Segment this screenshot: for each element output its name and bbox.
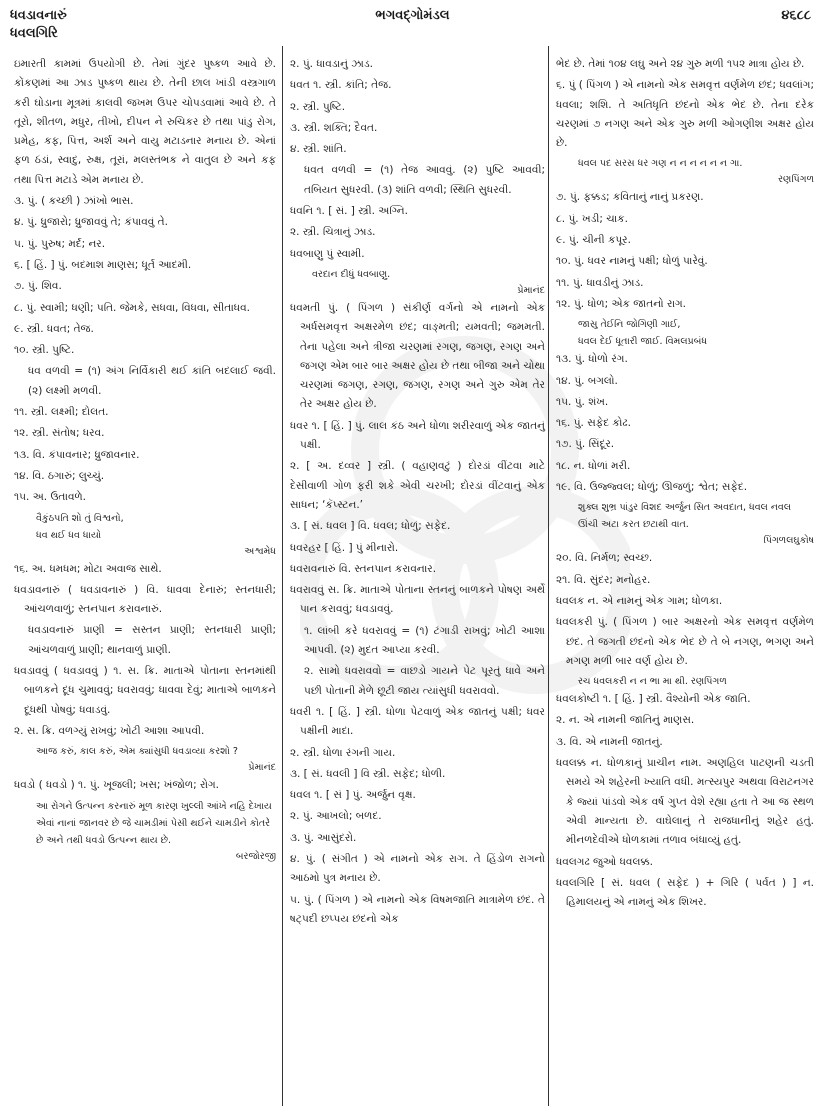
- citation-source: રણપિંગળ: [778, 174, 814, 186]
- entry-text: ૧૫. અ. ઉતાવળે.: [14, 491, 87, 504]
- page-number: ૪૬૮૮: [781, 8, 811, 23]
- entry-text: ૧૧. સ્ત્રી. લક્ષ્મી; દોલત.: [14, 406, 109, 419]
- entry-text: ધવબાણુ પું સ્વામી.: [290, 247, 365, 260]
- entry-text: ધવલકરી પું. ( પિંગળ ) બાર અક્ષરનો એક સમવૃત્ત વર્ણમેળ છંદ. તે જગતી છંદનો એક ભેદ છે તે બે નગણ, ભગણ અને મગણ મળી બાર વર્ણ હોય છે.: [556, 616, 814, 667]
- entry-text: ૨. સામો ધવરાવવો = વાછડો ગાયને પેટ પૂરતું ધાવે અને પછી પોતાની મેળે છૂટી જાય ત્યાંસુધી ધવરાવવો.: [304, 665, 545, 697]
- entry-text: ધવલ ૧. [ સં ] પું. અર્જુન વૃક્ષ.: [290, 789, 416, 802]
- citation-source: પ્રેમાનંદ: [248, 762, 276, 774]
- entry-text: ૯. સ્ત્રી. ધવત; તેજ.: [14, 322, 94, 335]
- column-divider: [548, 46, 549, 1106]
- quotation: વરદાન દીધું ધવબાણુ.: [312, 268, 391, 280]
- entry-text: ધવત ૧. સ્ત્રી. કાંતિ; તેજ.: [290, 79, 392, 92]
- citation-source: અશ્વમેધ: [244, 545, 276, 557]
- citation-source: પ્રેમાનંદ: [517, 284, 545, 296]
- entry-text: ૧૩. વિ. કંપાવનાર; ધ્રુજાવનાર.: [14, 448, 140, 461]
- entry-text: ૩. પું. આસુંદરો.: [290, 831, 357, 844]
- entry-text: ૨. [ અ. દવ્વર ] સ્ત્રી. ( વહાણવટું ) દોરડાં વીંટવા માટે દેસીવાળી ગોળ ફરી શકે એવી ચરખી; દોરડાં વીંટવાનું એક સાધન; ‘કૅપ્સ્ટન.’: [290, 460, 545, 511]
- entry-text: ૧૯. વિ. ઉજ્જ્વલ; ધોળું; ઊજળું; શ્વેત; સફેદ.: [556, 481, 748, 494]
- entry-text: ૧૦. પું. ધવર નામનું પક્ષી; ધોળું પારેવું.: [556, 255, 708, 268]
- entry-text: ધવરી ૧. [ હિં. ] સ્ત્રી. ધોળા પેટવાળું એક જાતનું પક્ષી; ધવર પક્ષીની માદા.: [290, 705, 545, 738]
- entry-text: ધવલક ન. એ નામનું એક ગામ; ધોળકા.: [556, 594, 723, 607]
- entry-text: ૧૨. સ્ત્રી. સંતોષ; ધરવ.: [14, 427, 105, 440]
- entry-text: ધવલગિરિ [ સં. ધવલ ( સફેદ ) + ગિરિ ( પર્વત ) ] ન. હિમાલયનું એ નામનું એક શિખર.: [556, 876, 814, 909]
- quotation: આજ કરું, કાલ કરું, એમ ક્યાંસુધી ધવડાવ્યા કરશો ?: [36, 746, 238, 758]
- entry-text: ધવરહર [ હિં. ] પું મીનારો.: [290, 541, 399, 554]
- quotation: શુક્લ શુભ્ર પાંડુર વિશદ અર્જુન સિત અવદાત, ધવલ નવલ ઊંચી અટા કરત છટાથી વાત.: [578, 502, 791, 531]
- entry-text: ૧૭. પું. સિંદૂર.: [556, 438, 615, 451]
- quotation: આ રોગને ઉત્પન્ન કરનારું મૂળ કારણ ખુલ્લી આંખે નહિ દેખાય એવાં નાનાં જાનવર છે જે ચામડીમાં પેસી થઈને ચામડીને કોતરે છે અને તથી ધવડો ઉત્પન્ન થાય છે.: [36, 800, 272, 846]
- entry-text: ૨૧. વિ. સુંદર; મનોહર.: [556, 573, 651, 586]
- entry-text: ૫. પું. પુરુષ; મર્દ; નર.: [14, 237, 106, 250]
- entry-text: ધવત વળવી = (૧) તેજ આવવું. (૨) પુષ્ટિ આવવી; તબિયત સુધરવી. (૩) શાંતિ વળવી; સ્થિતિ સુધરવી.: [304, 164, 545, 196]
- quotation: વૈકુંઠપતિ શો તું વિશ્વનો,: [36, 512, 124, 524]
- entry-text: ધવલગઢ જુઓ ધવલક્ક.: [556, 855, 653, 868]
- entry-text: ૧. લાંબી કરે ધવરાવવું = (૧) ટંગાડી રાખવું; ખોટી આશા આપવી. (૨) મુદત આપ્યા કરવી.: [304, 624, 545, 657]
- citation-source: બરજોરજી: [235, 850, 276, 862]
- quotation: ધવલ પદ સરસ ધર ગણ ન ન ન ન ન ન ગા.: [578, 158, 743, 170]
- quotation: જાસુ તેઈનિ જોગિણી ગાઈ,: [578, 319, 681, 331]
- entry-text: ધવડો ( ધવડો ) ૧. પું. ખૂજલી; ખસ; ખંજોળ; રોગ.: [14, 779, 220, 792]
- entry-text: ધવરાવવું સ. ક્રિ. માતાએ પોતાના સ્તનનું બાળકને પોષણ અર્થે પાન કરાવવું; ધવડાવવું.: [290, 584, 545, 616]
- entry-text: ૨. સ. ક્રિ. વળગ્યું રાખવું; ખોટી આશા આપવી.: [14, 724, 205, 737]
- entry-text: ૧૨. પું. ધોળ; એક જાતનો રાગ.: [556, 297, 687, 310]
- entry-text: ૪. પું. ધ્રુજારો; ધ્રુજાવવું તે; કંપાવવું તે.: [14, 216, 168, 229]
- entry-text: ૩. [ સં. ધવલી ] વિ સ્ત્રી. સફેદ; ધોળી.: [290, 767, 446, 780]
- entry-text: ૧૬. અ. ધમધમ; મોટા અવાજ સાથે.: [14, 562, 162, 575]
- entry-text: ૪. સ્ત્રી. શાંતિ.: [290, 143, 347, 156]
- entry-text: ૨. ન. એ નામની જાતિનું માણસ.: [556, 714, 695, 727]
- entry-text: ૧૫. પું. શંખ.: [556, 395, 609, 408]
- column-middle: [290, 55, 545, 931]
- entry-text: ધવડાવનારું પ્રાણી = સસ્તન પ્રાણી; સ્તનધારી પ્રાણી; આંચળવાળું પ્રાણી; થાનવાળું પ્રાણી.: [28, 624, 276, 656]
- entry-text: ૧૦. સ્ત્રી. પુષ્ટિ.: [14, 344, 75, 357]
- entry-text: ભેદ છે. તેમાં ૧૦૪ લઘુ અને ૨૪ ગુરુ મળી ૧૫૨ માત્રા હોય છે.: [556, 58, 805, 70]
- column-left: [14, 55, 276, 865]
- entry-text: ૨. પું. ધાવડાનું ઝાડ.: [290, 58, 373, 70]
- entry-text: ધવલકોષ્ટી ૧. [ હિં. ] સ્ત્રી. વૈશ્યોની એક જાતિ.: [556, 693, 751, 706]
- entry-text: ૧૪. વિ. ઠગારું; લુચ્ચું.: [14, 469, 105, 482]
- entry-text: ૨. સ્ત્રી. ધોળા રંગની ગાય.: [290, 746, 396, 759]
- column-divider: [282, 46, 283, 1106]
- last-guide-word: ધવલગિરિ: [10, 26, 58, 41]
- entry-text: ૫. પું. ( પિંગળ ) એ નામનો એક વિષમજાતિ માત્રામેળ છંદ. તે ષટ્પદી છપ્પય છંદનો એક: [290, 893, 545, 925]
- entry-text: ધવનિ ૧. [ સં. ] સ્ત્રી. અગ્નિ.: [290, 205, 408, 218]
- column-right: [556, 55, 814, 914]
- entry-text: ધવડાવનારું ( ધવડાવનારું ) વિ. ધાવવા દેનારું; સ્તનધારી; આંચળવાળું; સ્તનપાન કરાવનારું.: [14, 583, 276, 616]
- entry-text: ઇમારતી કામમાં ઉપયોગી છે. તેમાં ગુંદર પુષ્કળ આવે છે. કોંકણમાં આ ઝાડ પુષ્કળ થાય છે. તેની છાલ ખાંડી વસ્ત્રગાળ કરી ઘોડાના મૂત્રમાં કાલવી જખમ ઉપર ચોપડવામાં આવે છે. તે તૂરો, શીતળ, મધુર, તીખો, દીપન ને રુચિકર છે તથા પાંડુ રોગ, પ્રમેહ, કફ, પિત્ત, અર્શ અને વાયુ મટાડનાર મનાય છે. એનાં ફળ ઠંડાં, સ્વાદુ, રુક્ષ, તૂરાં, મલસ્તંભક ને વાતુલ છે અને કફ તથા પિત્ત મટાડે એમ મનાય છે.: [14, 58, 276, 186]
- entry-text: ૮. પું. ખડી; ચાક.: [556, 212, 628, 225]
- entry-text: ધવમતી પું. ( પિંગળ ) સંકીર્ણ વર્ગનો એ નામનો એક અર્ધસમવૃત્ત અક્ષરમેળ છંદ; વાઙ્મતી; યમવતી; જમમતી. તેના પહેલા અને ત્રીજા ચરણમાં રગણ, જગણ, રગણ અને જગણ એમ બાર બાર અક્ષર હોય છે તથા બીજા અને ચોથા ચરણમાં જગણ, રગણ, જગણ, રગણ અને ગુરુ એમ તેર તેર અક્ષર હોય છે.: [290, 301, 545, 411]
- entry-text: ૧૮. ન. ધોળાં મરી.: [556, 459, 631, 472]
- page-header: [0, 0, 825, 52]
- entry-text: ૩. [ સં. ધવલ ] વિ. ધવલ; ધોળું; સફેદ.: [290, 520, 451, 533]
- entry-text: ૧૬. પું. સફેદ કોઢ.: [556, 417, 631, 430]
- entry-text: ૨. પું. આખલો; બળદ.: [290, 810, 382, 823]
- entry-text: ૭. પું. ફક્કડ; કવિતાનું નાનું પ્રકરણ.: [556, 191, 704, 204]
- entry-text: ૧૩. પું. ધોળો રંગ.: [556, 353, 628, 366]
- entry-text: ૭. પું. શિવ.: [14, 280, 62, 293]
- entry-text: ધવર ૧. [ હિં. ] પું. લાલ કંઠ અને ધોળા શરીરવાળું એક જાતનું પક્ષી.: [290, 419, 545, 452]
- entry-text: ૬. પું ( પિંગળ ) એ નામનો એક સમવૃત્ત વર્ણમેળ છંદ; ધવલાંગ; ધવલા; શશિ. તે અતિધૃતિ છંદનો એક ભેદ છે. તેના દરેક ચરણમાં ૭ નગણ અને એક ગુરુ મળી ઓગણીશ અક્ષર હોય છે.: [556, 79, 814, 150]
- entry-text: ૪. પું. ( સંગીત ) એ નામનો એક રાગ. તે હિંડોળ રાગનો આઠમો પુત્ર મનાય છે.: [290, 852, 545, 885]
- entry-text: ૩. સ્ત્રી. શક્તિ; દૈવત.: [290, 121, 378, 134]
- entry-text: ૨. સ્ત્રી. ચિત્રાનું ઝાડ.: [290, 226, 376, 239]
- quotation: ધવ થઈ ધવ ધાયો: [36, 529, 102, 541]
- entry-text: ૩. વિ. એ નામની જાતનું.: [556, 735, 663, 748]
- entry-text: ૬. [ હિં. ] પું. બદમાશ માણસ; ધૂર્ત આદમી.: [14, 258, 192, 271]
- entry-text: ૯. પું. ચીની કપૂર.: [556, 234, 631, 247]
- entry-text: ધવલક્ક ન. ધોળકાનું પ્રાચીન નામ. અણહિલ પાટણની ચડતી સમયે એ શહેરની ખ્યાતિ વધી. મત્સ્યપુર અથવા વિરાટનગર કે જ્યાં પાંડવો એક વર્ષ ગુપ્ત વેશે રહ્યા હતા તે આ જ સ્થળ એવી માન્યતા છે. વાઘેલાનું તે રાજધાનીનું શહેર હતું. મીનળદેવીએ ધોળકામાં તળાવ બંધાવ્યું હતું.: [556, 757, 814, 847]
- first-guide-word: ધવડાવનારું: [10, 8, 67, 23]
- entry-text: ૧૪. પું. બગલો.: [556, 374, 618, 387]
- entry-text: ૨૦. વિ. નિર્મળ; સ્વચ્છ.: [556, 552, 653, 565]
- entry-text: ધવ વળવી = (૧) અંગ નિર્વિકારી થઈ કાંતિ બદલાઈ જવી. (૨) લક્ષ્મી મળવી.: [28, 365, 276, 397]
- entry-text: ધવરાવનારું વિ. સ્તનપાન કરાવનાર.: [290, 562, 437, 575]
- entry-text: ૩. પું. ( કચ્છી ) ઝાંખો ભાસ.: [14, 195, 134, 208]
- entry-text: ૨. સ્ત્રી. પુષ્ટિ.: [290, 100, 346, 113]
- quotation: ધવલ દેઈ ધૂતારી જાઈ. વિમલપ્રબંધ: [578, 336, 708, 348]
- entry-text: ૮. પું. સ્વામી; ધણી; પતિ. જેમકે, સધવા, વિધવા, સીતાધવ.: [14, 301, 250, 314]
- entry-text: ધવડાવવું ( ધવડાવવું ) ૧. સ. ક્રિ. માતાએ પોતાના સ્તનમાંથી બાળકને દૂધ ચુમાવવું; ધવરાવવું; ધાવવા દેવું; માતાએ બાળકને દૂધથી પોષવું; ધવાડવું.: [14, 665, 276, 716]
- entry-text: ૧૧. પું. ધાવડીનું ઝાડ.: [556, 276, 644, 289]
- quotation: રચ ધવલકરી ન ન ભા મા થી. રણપિંગળ: [578, 676, 727, 688]
- running-title: ભગવદ્ગોમંડલ: [375, 8, 450, 23]
- citation-source: પિંગળલઘુકોષ: [763, 535, 814, 547]
